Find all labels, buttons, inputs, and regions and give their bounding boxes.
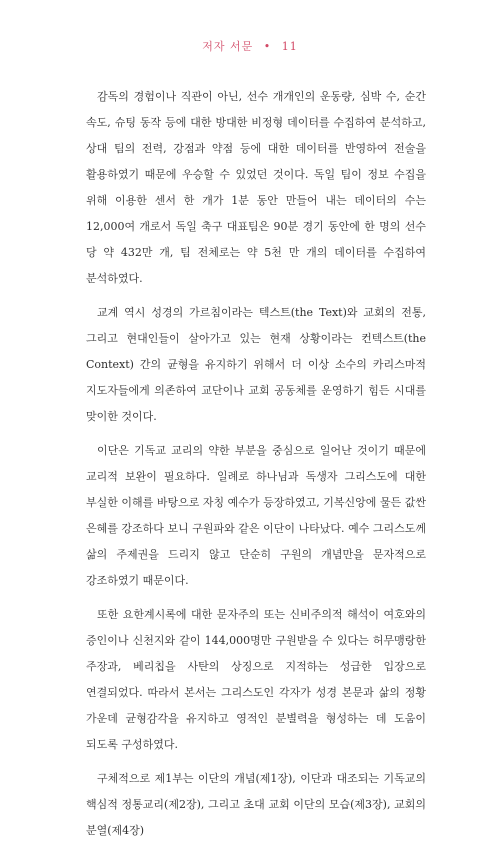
running-header (0, 40, 500, 54)
header-separator: • (263, 40, 272, 53)
paragraph-1: 감독의 경험이나 직관이 아닌, 선수 개개인의 운동량, 심박 수, 순간 속도, 슈팅 동작 등에 대한 방대한 비정형 데이터를 수집하여 분석하고, 상대 팀의 전력, 강점과 약점 등에 대한 데이터를 반영하여 전술을 활용하였기 때문에 우승할 수 있었던 것이다. 독일 팀이 정보 수집을 위해 이용한 센서 한 개가 1분 동안 만들어 내는 데이터의 수는 12,000여 개로서 독일 축구 대표팀은 90분 경기 동안에 한 명의 선수 당 약 432만 개, 팀 전체로는 약 5천 만 개의 데이터를 수집하여 분석하였다. (86, 90, 426, 285)
page-number: 11 (281, 40, 298, 53)
paragraph-2: 교계 역시 성경의 가르침이라는 텍스트(the Text)와 교회의 전통, 그리고 현대인들이 살아가고 있는 현재 상황이라는 컨텍스트(the Context) 간의 균형을 유지하기 위해서 더 이상 소수의 카리스마적 지도자들에게 의존하여 교단이나 교회 공동체를 운영하기 힘든 시대를 맞이한 것이다. (86, 306, 426, 423)
body-text (86, 84, 426, 852)
header-title: 저자 서문 (202, 40, 254, 53)
paragraph-3: 이단은 기독교 교리의 약한 부분을 중심으로 일어난 것이기 때문에 교리적 보완이 필요하다. 일례로 하나님과 독생자 그리스도에 대한 부실한 이해를 바탕으로 자칭 예수가 등장하였고, 기복신앙에 물든 값싼 은혜를 강조하다 보니 구원파와 같은 이단이 나타났다. 예수 그리스도께 삶의 주제권을 드리지 않고 단순히 구원의 개념만을 문자적으로 강조하였기 때문이다. (86, 444, 426, 587)
paragraph-4: 또한 요한계시록에 대한 문자주의 또는 신비주의적 해석이 여호와의 증인이나 신천지와 같이 144,000명만 구원받을 수 있다는 허무맹랑한 주장과, 베리칩을 사탄의 상징으로 지적하는 성급한 입장으로 연결되었다. 따라서 본서는 그리스도인 각자가 성경 본문과 삶의 정황 가운데 균형감각을 유지하고 영적인 분별력을 형성하는 데 도움이 되도록 구성하였다. (86, 608, 426, 751)
paragraph-5: 구체적으로 제1부는 이단의 개념(제1장), 이단과 대조되는 기독교의 핵심적 정통교리(제2장), 그리고 초대 교회 이단의 모습(제3장), 교회의 분열(제4장) (86, 772, 426, 837)
